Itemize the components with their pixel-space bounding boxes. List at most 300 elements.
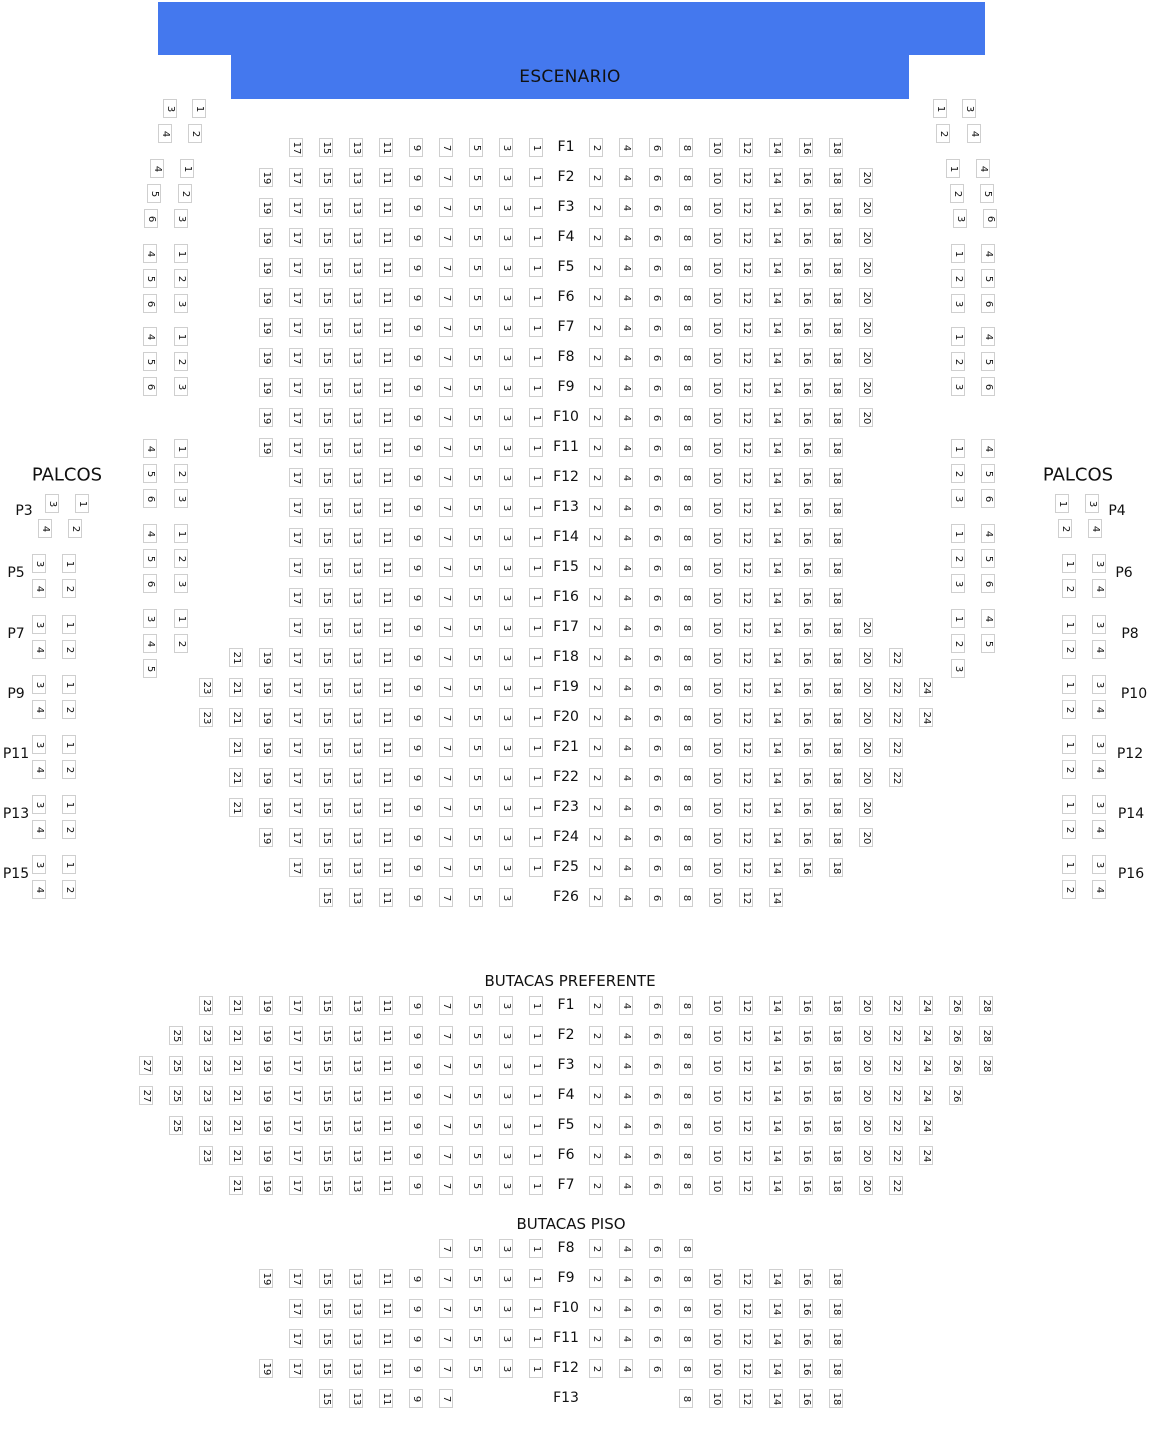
preferente-seat[interactable] xyxy=(799,1116,813,1135)
preferente-seat[interactable] xyxy=(709,1086,723,1105)
box-seat[interactable] xyxy=(981,269,995,288)
platea-seat[interactable] xyxy=(769,288,783,307)
palco-seat[interactable] xyxy=(1092,880,1106,899)
platea-seat[interactable] xyxy=(679,588,693,607)
platea-seat[interactable] xyxy=(289,318,303,337)
preferente-seat[interactable] xyxy=(919,1116,933,1135)
preferente-seat[interactable] xyxy=(859,1146,873,1165)
platea-seat[interactable] xyxy=(469,708,483,727)
preferente-seat[interactable] xyxy=(409,1146,423,1165)
preferente-seat[interactable] xyxy=(499,1056,513,1075)
platea-seat[interactable] xyxy=(619,288,633,307)
palco-seat[interactable] xyxy=(62,700,76,719)
palco-seat[interactable] xyxy=(1092,820,1106,839)
piso-seat[interactable] xyxy=(829,1269,843,1288)
box-seat[interactable] xyxy=(951,439,965,458)
platea-seat[interactable] xyxy=(469,888,483,907)
box-seat[interactable] xyxy=(143,524,157,543)
piso-seat[interactable] xyxy=(469,1269,483,1288)
platea-seat[interactable] xyxy=(709,288,723,307)
platea-seat[interactable] xyxy=(619,708,633,727)
platea-seat[interactable] xyxy=(409,258,423,277)
platea-seat[interactable] xyxy=(799,618,813,637)
preferente-seat[interactable] xyxy=(259,1086,273,1105)
platea-seat[interactable] xyxy=(709,888,723,907)
platea-seat[interactable] xyxy=(709,648,723,667)
preferente-seat[interactable] xyxy=(889,996,903,1015)
platea-seat[interactable] xyxy=(649,738,663,757)
platea-seat[interactable] xyxy=(439,588,453,607)
palco-seat[interactable] xyxy=(1062,855,1076,874)
preferente-seat[interactable] xyxy=(979,996,993,1015)
box-seat[interactable] xyxy=(951,489,965,508)
platea-seat[interactable] xyxy=(409,708,423,727)
box-seat[interactable] xyxy=(143,244,157,263)
platea-seat[interactable] xyxy=(799,708,813,727)
preferente-seat[interactable] xyxy=(859,1086,873,1105)
preferente-seat[interactable] xyxy=(409,1026,423,1045)
preferente-seat[interactable] xyxy=(499,1146,513,1165)
platea-seat[interactable] xyxy=(259,798,273,817)
platea-seat[interactable] xyxy=(439,888,453,907)
platea-seat[interactable] xyxy=(679,378,693,397)
platea-seat[interactable] xyxy=(769,618,783,637)
platea-seat[interactable] xyxy=(859,738,873,757)
platea-seat[interactable] xyxy=(409,858,423,877)
platea-seat[interactable] xyxy=(409,888,423,907)
platea-seat[interactable] xyxy=(649,588,663,607)
preferente-seat[interactable] xyxy=(289,996,303,1015)
platea-seat[interactable] xyxy=(619,588,633,607)
platea-seat[interactable] xyxy=(589,138,603,157)
preferente-seat[interactable] xyxy=(289,1146,303,1165)
piso-seat[interactable] xyxy=(259,1269,273,1288)
piso-seat[interactable] xyxy=(769,1269,783,1288)
platea-seat[interactable] xyxy=(829,738,843,757)
platea-seat[interactable] xyxy=(379,468,393,487)
platea-seat[interactable] xyxy=(289,258,303,277)
platea-seat[interactable] xyxy=(589,348,603,367)
box-seat[interactable] xyxy=(174,294,188,313)
piso-seat[interactable] xyxy=(499,1329,513,1348)
platea-seat[interactable] xyxy=(319,828,333,847)
piso-seat[interactable] xyxy=(649,1239,663,1258)
platea-seat[interactable] xyxy=(379,258,393,277)
preferente-seat[interactable] xyxy=(979,1056,993,1075)
platea-seat[interactable] xyxy=(619,408,633,427)
platea-seat[interactable] xyxy=(649,468,663,487)
piso-seat[interactable] xyxy=(589,1359,603,1378)
preferente-seat[interactable] xyxy=(379,1116,393,1135)
preferente-seat[interactable] xyxy=(649,1146,663,1165)
platea-seat[interactable] xyxy=(649,618,663,637)
platea-seat[interactable] xyxy=(679,678,693,697)
platea-seat[interactable] xyxy=(529,198,543,217)
platea-seat[interactable] xyxy=(529,768,543,787)
preferente-seat[interactable] xyxy=(349,1026,363,1045)
platea-seat[interactable] xyxy=(259,738,273,757)
platea-seat[interactable] xyxy=(589,588,603,607)
piso-seat[interactable] xyxy=(799,1299,813,1318)
platea-seat[interactable] xyxy=(289,468,303,487)
platea-seat[interactable] xyxy=(709,558,723,577)
preferente-seat[interactable] xyxy=(619,1026,633,1045)
preferente-seat[interactable] xyxy=(649,996,663,1015)
palco-seat[interactable] xyxy=(32,700,46,719)
platea-seat[interactable] xyxy=(409,768,423,787)
platea-seat[interactable] xyxy=(499,258,513,277)
platea-seat[interactable] xyxy=(379,318,393,337)
platea-seat[interactable] xyxy=(289,708,303,727)
palco-seat[interactable] xyxy=(75,494,89,513)
platea-seat[interactable] xyxy=(769,828,783,847)
palco-seat[interactable] xyxy=(1088,519,1102,538)
platea-seat[interactable] xyxy=(319,888,333,907)
piso-seat[interactable] xyxy=(739,1359,753,1378)
platea-seat[interactable] xyxy=(619,228,633,247)
platea-seat[interactable] xyxy=(499,318,513,337)
palco-seat[interactable] xyxy=(62,640,76,659)
palco-seat[interactable] xyxy=(1092,795,1106,814)
box-seat[interactable] xyxy=(981,464,995,483)
platea-seat[interactable] xyxy=(829,348,843,367)
piso-seat[interactable] xyxy=(679,1299,693,1318)
preferente-seat[interactable] xyxy=(379,1176,393,1195)
preferente-seat[interactable] xyxy=(319,1056,333,1075)
platea-seat[interactable] xyxy=(889,738,903,757)
platea-seat[interactable] xyxy=(469,678,483,697)
piso-seat[interactable] xyxy=(319,1329,333,1348)
platea-seat[interactable] xyxy=(319,678,333,697)
piso-seat[interactable] xyxy=(679,1269,693,1288)
preferente-seat[interactable] xyxy=(199,996,213,1015)
platea-seat[interactable] xyxy=(469,468,483,487)
platea-seat[interactable] xyxy=(859,198,873,217)
box-seat[interactable] xyxy=(147,184,161,203)
palco-seat[interactable] xyxy=(32,675,46,694)
platea-seat[interactable] xyxy=(769,258,783,277)
platea-seat[interactable] xyxy=(709,378,723,397)
platea-seat[interactable] xyxy=(259,318,273,337)
preferente-seat[interactable] xyxy=(319,1086,333,1105)
platea-seat[interactable] xyxy=(619,678,633,697)
palco-seat[interactable] xyxy=(1062,615,1076,634)
platea-seat[interactable] xyxy=(379,618,393,637)
platea-seat[interactable] xyxy=(589,648,603,667)
piso-seat[interactable] xyxy=(529,1299,543,1318)
platea-seat[interactable] xyxy=(619,768,633,787)
box-seat[interactable] xyxy=(143,634,157,653)
platea-seat[interactable] xyxy=(259,168,273,187)
preferente-seat[interactable] xyxy=(409,1116,423,1135)
platea-seat[interactable] xyxy=(529,738,543,757)
platea-seat[interactable] xyxy=(769,228,783,247)
platea-seat[interactable] xyxy=(379,528,393,547)
piso-seat[interactable] xyxy=(379,1389,393,1408)
platea-seat[interactable] xyxy=(769,768,783,787)
platea-seat[interactable] xyxy=(289,528,303,547)
platea-seat[interactable] xyxy=(499,468,513,487)
piso-seat[interactable] xyxy=(619,1299,633,1318)
platea-seat[interactable] xyxy=(409,198,423,217)
platea-seat[interactable] xyxy=(589,288,603,307)
palco-seat[interactable] xyxy=(32,615,46,634)
preferente-seat[interactable] xyxy=(409,996,423,1015)
preferente-seat[interactable] xyxy=(229,1116,243,1135)
platea-seat[interactable] xyxy=(289,138,303,157)
preferente-seat[interactable] xyxy=(199,1116,213,1135)
preferente-seat[interactable] xyxy=(859,996,873,1015)
palco-seat[interactable] xyxy=(1062,820,1076,839)
preferente-seat[interactable] xyxy=(229,1026,243,1045)
platea-seat[interactable] xyxy=(709,438,723,457)
platea-seat[interactable] xyxy=(349,168,363,187)
preferente-seat[interactable] xyxy=(829,1176,843,1195)
platea-seat[interactable] xyxy=(649,858,663,877)
platea-seat[interactable] xyxy=(319,588,333,607)
box-seat[interactable] xyxy=(143,609,157,628)
palco-seat[interactable] xyxy=(62,880,76,899)
piso-seat[interactable] xyxy=(289,1269,303,1288)
platea-seat[interactable] xyxy=(769,528,783,547)
platea-seat[interactable] xyxy=(769,888,783,907)
preferente-seat[interactable] xyxy=(439,1176,453,1195)
platea-seat[interactable] xyxy=(439,138,453,157)
platea-seat[interactable] xyxy=(469,768,483,787)
platea-seat[interactable] xyxy=(739,498,753,517)
platea-seat[interactable] xyxy=(529,858,543,877)
preferente-seat[interactable] xyxy=(319,1146,333,1165)
platea-seat[interactable] xyxy=(469,258,483,277)
palco-seat[interactable] xyxy=(1062,880,1076,899)
platea-seat[interactable] xyxy=(829,198,843,217)
preferente-seat[interactable] xyxy=(739,1176,753,1195)
piso-seat[interactable] xyxy=(589,1329,603,1348)
platea-seat[interactable] xyxy=(379,498,393,517)
platea-seat[interactable] xyxy=(859,708,873,727)
piso-seat[interactable] xyxy=(619,1329,633,1348)
platea-seat[interactable] xyxy=(799,168,813,187)
platea-seat[interactable] xyxy=(859,318,873,337)
box-seat[interactable] xyxy=(951,634,965,653)
platea-seat[interactable] xyxy=(769,468,783,487)
platea-seat[interactable] xyxy=(499,288,513,307)
platea-seat[interactable] xyxy=(439,798,453,817)
piso-seat[interactable] xyxy=(529,1239,543,1258)
platea-seat[interactable] xyxy=(199,708,213,727)
platea-seat[interactable] xyxy=(349,738,363,757)
preferente-seat[interactable] xyxy=(529,1086,543,1105)
preferente-seat[interactable] xyxy=(739,1116,753,1135)
palco-seat[interactable] xyxy=(62,675,76,694)
platea-seat[interactable] xyxy=(619,558,633,577)
platea-seat[interactable] xyxy=(589,558,603,577)
box-seat[interactable] xyxy=(174,439,188,458)
piso-seat[interactable] xyxy=(589,1299,603,1318)
platea-seat[interactable] xyxy=(619,888,633,907)
palco-seat[interactable] xyxy=(62,615,76,634)
box-seat[interactable] xyxy=(951,352,965,371)
box-seat[interactable] xyxy=(188,124,202,143)
platea-seat[interactable] xyxy=(589,468,603,487)
platea-seat[interactable] xyxy=(259,408,273,427)
platea-seat[interactable] xyxy=(739,828,753,847)
platea-seat[interactable] xyxy=(709,678,723,697)
piso-seat[interactable] xyxy=(439,1359,453,1378)
platea-seat[interactable] xyxy=(649,198,663,217)
platea-seat[interactable] xyxy=(799,228,813,247)
platea-seat[interactable] xyxy=(379,858,393,877)
preferente-seat[interactable] xyxy=(259,1116,273,1135)
platea-seat[interactable] xyxy=(469,438,483,457)
platea-seat[interactable] xyxy=(679,348,693,367)
platea-seat[interactable] xyxy=(379,348,393,367)
platea-seat[interactable] xyxy=(739,618,753,637)
platea-seat[interactable] xyxy=(859,618,873,637)
platea-seat[interactable] xyxy=(499,438,513,457)
platea-seat[interactable] xyxy=(649,318,663,337)
platea-seat[interactable] xyxy=(409,468,423,487)
platea-seat[interactable] xyxy=(589,198,603,217)
palco-seat[interactable] xyxy=(1092,675,1106,694)
platea-seat[interactable] xyxy=(409,438,423,457)
platea-seat[interactable] xyxy=(529,168,543,187)
platea-seat[interactable] xyxy=(409,498,423,517)
piso-seat[interactable] xyxy=(649,1269,663,1288)
palco-seat[interactable] xyxy=(32,820,46,839)
preferente-seat[interactable] xyxy=(679,996,693,1015)
platea-seat[interactable] xyxy=(319,348,333,367)
preferente-seat[interactable] xyxy=(439,1086,453,1105)
preferente-seat[interactable] xyxy=(799,1176,813,1195)
piso-seat[interactable] xyxy=(349,1299,363,1318)
platea-seat[interactable] xyxy=(829,498,843,517)
preferente-seat[interactable] xyxy=(949,1086,963,1105)
platea-seat[interactable] xyxy=(499,798,513,817)
platea-seat[interactable] xyxy=(739,318,753,337)
palco-seat[interactable] xyxy=(62,820,76,839)
platea-seat[interactable] xyxy=(469,378,483,397)
platea-seat[interactable] xyxy=(499,828,513,847)
preferente-seat[interactable] xyxy=(829,1146,843,1165)
platea-seat[interactable] xyxy=(409,318,423,337)
platea-seat[interactable] xyxy=(589,798,603,817)
platea-seat[interactable] xyxy=(919,678,933,697)
preferente-seat[interactable] xyxy=(709,1146,723,1165)
preferente-seat[interactable] xyxy=(379,1086,393,1105)
platea-seat[interactable] xyxy=(859,258,873,277)
preferente-seat[interactable] xyxy=(679,1146,693,1165)
platea-seat[interactable] xyxy=(859,408,873,427)
box-seat[interactable] xyxy=(174,524,188,543)
box-seat[interactable] xyxy=(951,659,965,678)
platea-seat[interactable] xyxy=(289,588,303,607)
platea-seat[interactable] xyxy=(619,858,633,877)
piso-seat[interactable] xyxy=(649,1329,663,1348)
preferente-seat[interactable] xyxy=(409,1086,423,1105)
platea-seat[interactable] xyxy=(709,348,723,367)
platea-seat[interactable] xyxy=(409,558,423,577)
platea-seat[interactable] xyxy=(739,738,753,757)
preferente-seat[interactable] xyxy=(709,1116,723,1135)
piso-seat[interactable] xyxy=(499,1359,513,1378)
preferente-seat[interactable] xyxy=(439,1116,453,1135)
platea-seat[interactable] xyxy=(229,678,243,697)
preferente-seat[interactable] xyxy=(619,1176,633,1195)
preferente-seat[interactable] xyxy=(799,1086,813,1105)
piso-seat[interactable] xyxy=(589,1269,603,1288)
palco-seat[interactable] xyxy=(62,855,76,874)
palco-seat[interactable] xyxy=(32,795,46,814)
preferente-seat[interactable] xyxy=(199,1086,213,1105)
platea-seat[interactable] xyxy=(529,708,543,727)
piso-seat[interactable] xyxy=(319,1359,333,1378)
platea-seat[interactable] xyxy=(799,558,813,577)
platea-seat[interactable] xyxy=(739,708,753,727)
platea-seat[interactable] xyxy=(319,288,333,307)
palco-seat[interactable] xyxy=(1062,554,1076,573)
platea-seat[interactable] xyxy=(469,168,483,187)
platea-seat[interactable] xyxy=(259,678,273,697)
preferente-seat[interactable] xyxy=(649,1026,663,1045)
platea-seat[interactable] xyxy=(289,828,303,847)
preferente-seat[interactable] xyxy=(769,1116,783,1135)
platea-seat[interactable] xyxy=(289,168,303,187)
platea-seat[interactable] xyxy=(289,378,303,397)
platea-seat[interactable] xyxy=(469,528,483,547)
piso-seat[interactable] xyxy=(739,1389,753,1408)
platea-seat[interactable] xyxy=(679,798,693,817)
platea-seat[interactable] xyxy=(679,198,693,217)
platea-seat[interactable] xyxy=(409,228,423,247)
platea-seat[interactable] xyxy=(529,678,543,697)
piso-seat[interactable] xyxy=(379,1359,393,1378)
palco-seat[interactable] xyxy=(1062,700,1076,719)
platea-seat[interactable] xyxy=(769,738,783,757)
piso-seat[interactable] xyxy=(679,1329,693,1348)
piso-seat[interactable] xyxy=(499,1299,513,1318)
platea-seat[interactable] xyxy=(379,678,393,697)
preferente-seat[interactable] xyxy=(829,1116,843,1135)
box-seat[interactable] xyxy=(980,184,994,203)
platea-seat[interactable] xyxy=(709,828,723,847)
platea-seat[interactable] xyxy=(319,498,333,517)
piso-seat[interactable] xyxy=(619,1359,633,1378)
box-seat[interactable] xyxy=(950,184,964,203)
platea-seat[interactable] xyxy=(829,318,843,337)
platea-seat[interactable] xyxy=(739,528,753,547)
platea-seat[interactable] xyxy=(619,528,633,547)
platea-seat[interactable] xyxy=(919,708,933,727)
platea-seat[interactable] xyxy=(739,588,753,607)
platea-seat[interactable] xyxy=(679,558,693,577)
preferente-seat[interactable] xyxy=(769,1056,783,1075)
platea-seat[interactable] xyxy=(439,618,453,637)
palco-seat[interactable] xyxy=(1092,615,1106,634)
platea-seat[interactable] xyxy=(319,378,333,397)
platea-seat[interactable] xyxy=(319,528,333,547)
platea-seat[interactable] xyxy=(799,738,813,757)
piso-seat[interactable] xyxy=(259,1359,273,1378)
platea-seat[interactable] xyxy=(619,498,633,517)
platea-seat[interactable] xyxy=(679,288,693,307)
platea-seat[interactable] xyxy=(709,468,723,487)
platea-seat[interactable] xyxy=(739,438,753,457)
palco-seat[interactable] xyxy=(1062,795,1076,814)
platea-seat[interactable] xyxy=(499,348,513,367)
platea-seat[interactable] xyxy=(829,798,843,817)
preferente-seat[interactable] xyxy=(439,1026,453,1045)
